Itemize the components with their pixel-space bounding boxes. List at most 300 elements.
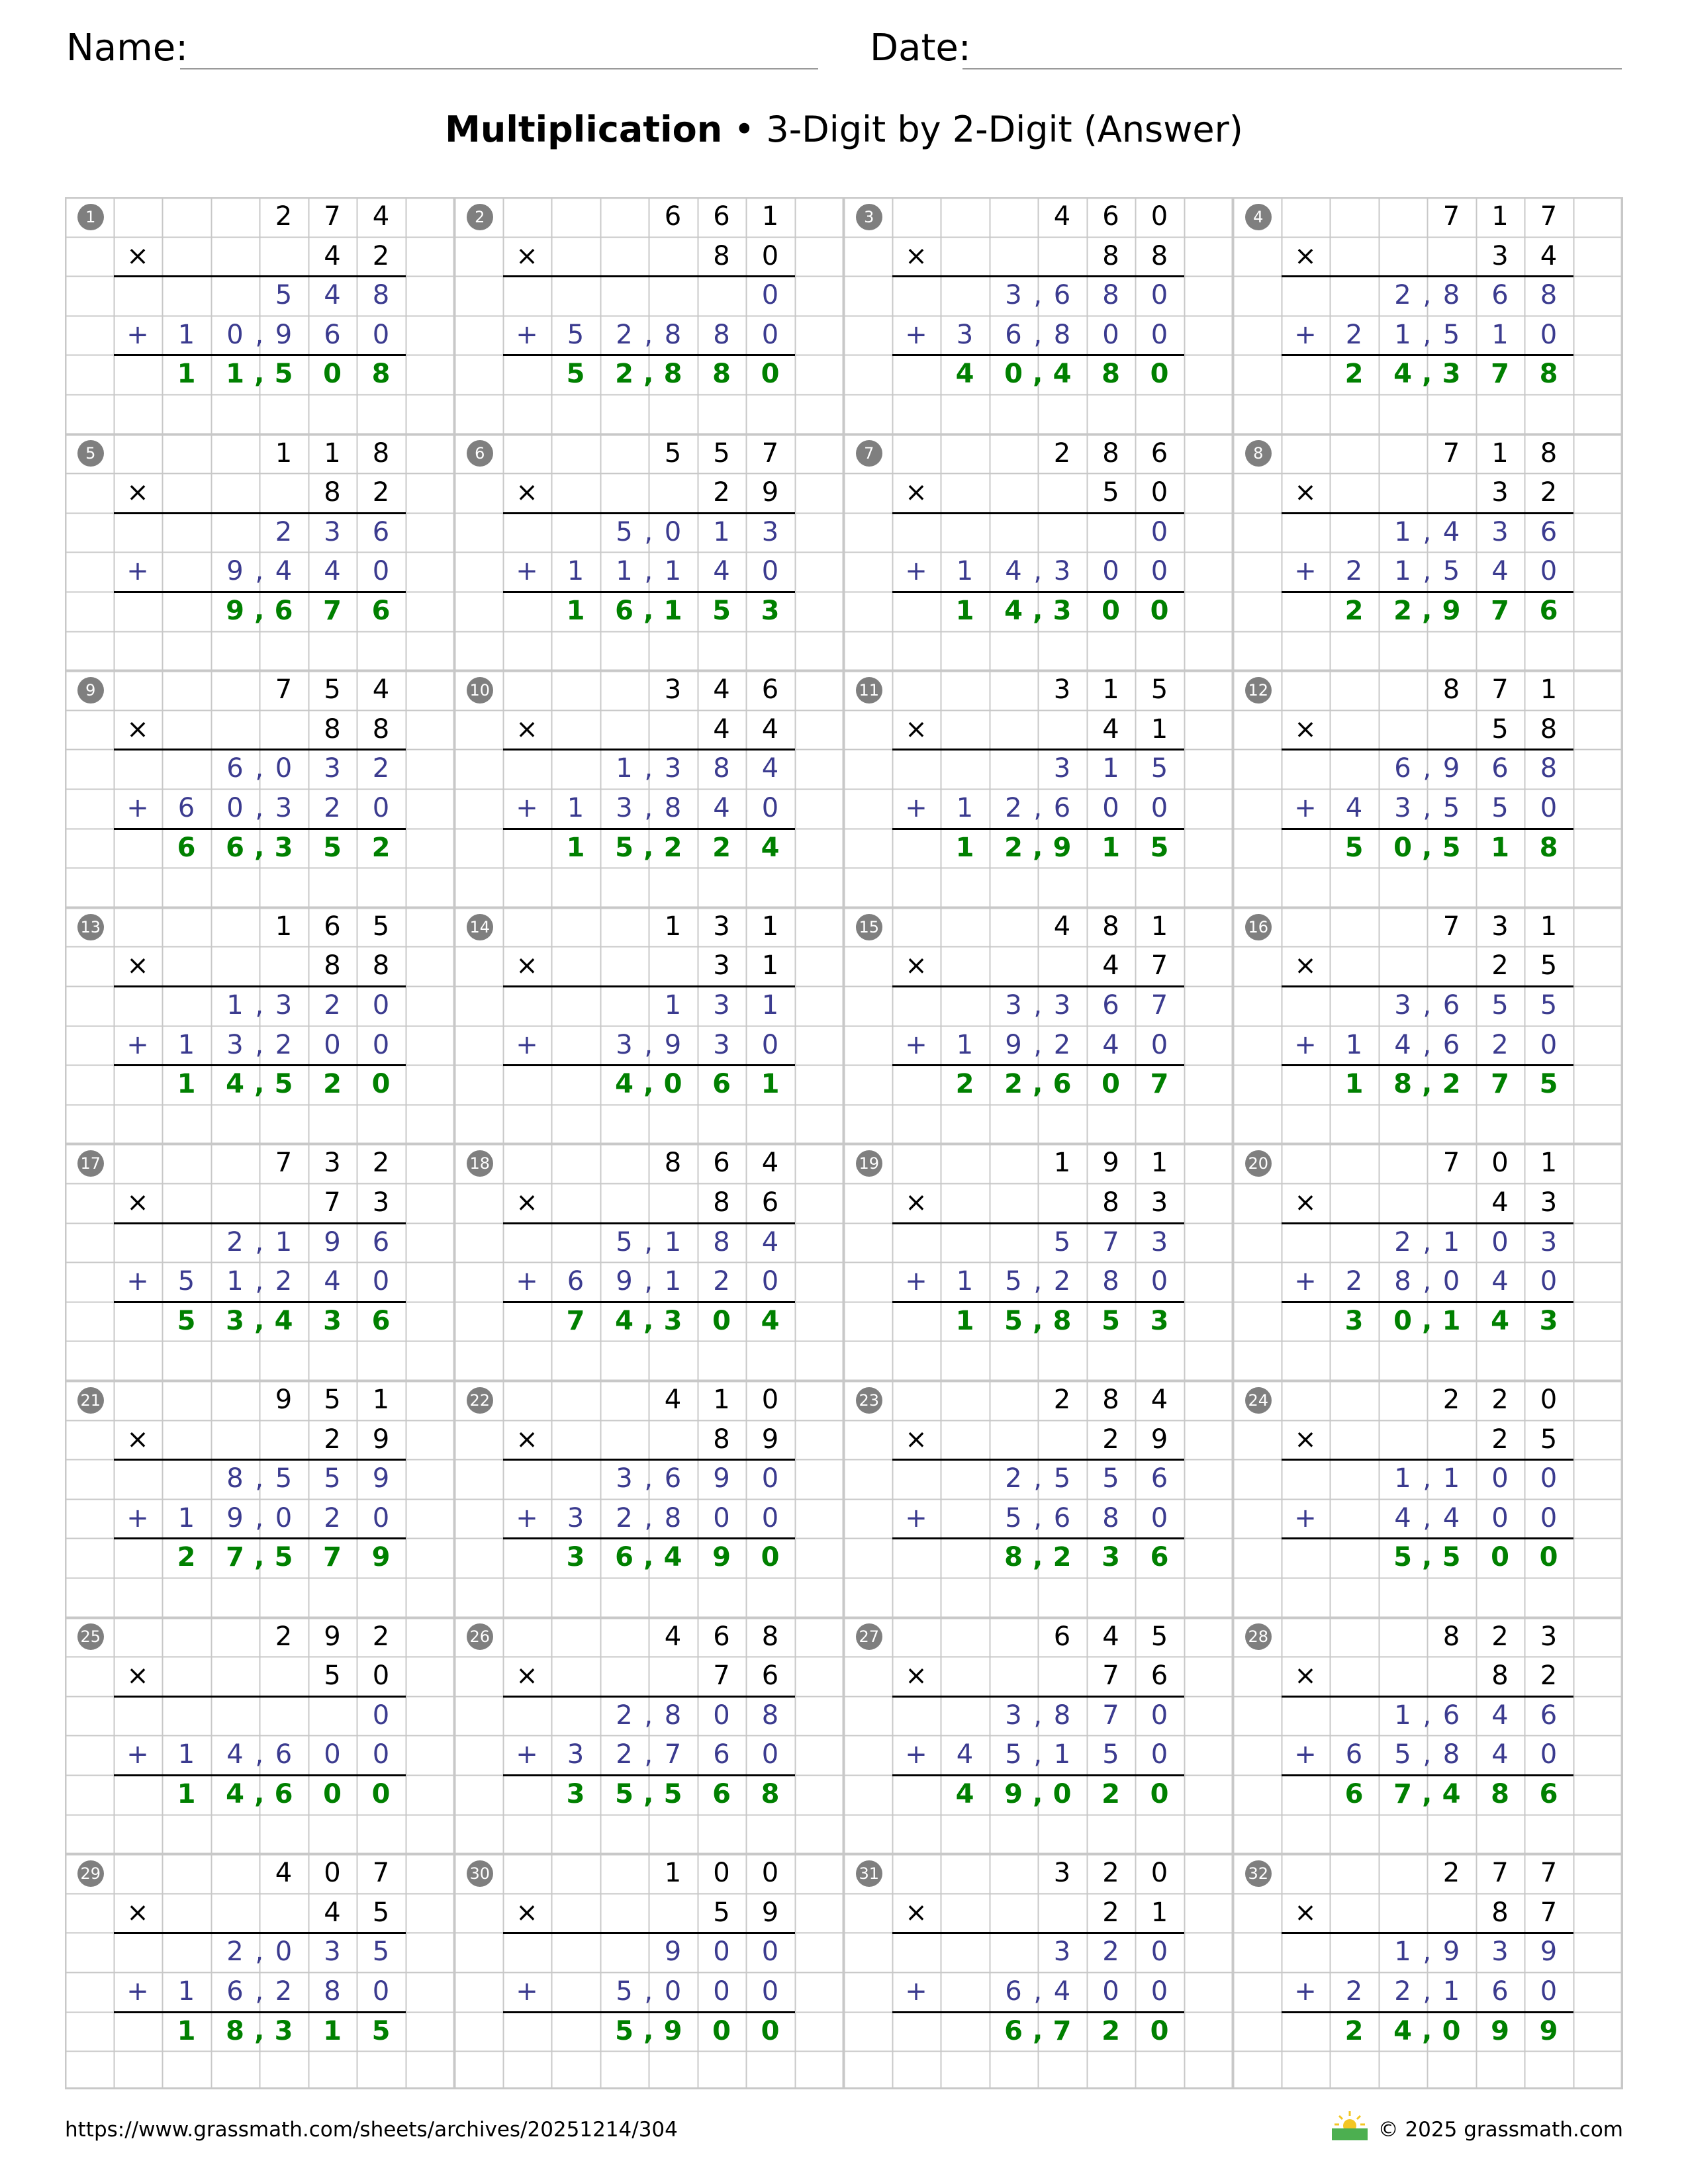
- multiplicand-digit: 1: [761, 911, 779, 942]
- partial-product-2-digit: 1: [226, 1266, 244, 1297]
- partial-product-1-digit: 3: [1005, 989, 1022, 1021]
- partial-product-2-digit: 4: [713, 556, 730, 587]
- thousands-comma: ,: [255, 753, 264, 784]
- partial-product-2-digit: 2: [1005, 792, 1022, 823]
- thousands-comma: ,: [1423, 753, 1432, 784]
- partial-product-2-digit: 4: [324, 556, 341, 587]
- answer-digit: 6: [615, 1542, 633, 1573]
- multiplicand-digit: 7: [275, 674, 293, 705]
- partial-product-1-digit: 5: [1150, 753, 1168, 784]
- partial-product-1-digit: 0: [1150, 280, 1168, 311]
- multiplicand-digit: 0: [713, 1858, 730, 1889]
- answer-digit: 3: [274, 832, 293, 863]
- multiplicand-digit: 7: [1442, 911, 1460, 942]
- answer-digit: 4: [1491, 1305, 1509, 1336]
- partial-product-2-digit: 3: [1394, 792, 1411, 823]
- answer-digit: 2: [177, 1542, 196, 1573]
- sum-rule: [114, 1537, 406, 1539]
- thousands-comma: ,: [1033, 2015, 1043, 2046]
- partial-product-1-digit: 7: [1102, 1226, 1119, 1257]
- answer-digit: 5: [1004, 1305, 1023, 1336]
- answer-digit: 6: [712, 1069, 731, 1100]
- partial-product-2-digit: 3: [713, 1029, 730, 1060]
- thousands-comma: ,: [1423, 1266, 1432, 1297]
- title-main: Multiplication: [445, 109, 723, 150]
- partial-product-2-digit: 0: [1150, 1502, 1168, 1533]
- multiplicand-digit: 6: [761, 674, 779, 705]
- multiplier-digit: 2: [1540, 477, 1558, 508]
- answer-digit: 7: [226, 1542, 244, 1573]
- multiplier-digit: 4: [1540, 240, 1558, 271]
- thousands-comma: ,: [255, 1226, 264, 1257]
- partial-product-2-digit: 1: [956, 556, 974, 587]
- thousands-comma: ,: [1033, 1778, 1043, 1809]
- date-label: Date:: [870, 26, 971, 69]
- multiplier-digit: 3: [1491, 240, 1509, 271]
- partial-product-2-digit: 0: [372, 1739, 390, 1770]
- multiplier-digit: 2: [1540, 1661, 1558, 1692]
- multiplier-digit: 5: [324, 1661, 341, 1692]
- partial-product-2-digit: 6: [177, 792, 195, 823]
- times-sign: ×: [1294, 1424, 1317, 1455]
- partial-product-2-digit: 0: [1150, 556, 1168, 587]
- times-sign: ×: [905, 477, 927, 508]
- partial-product-1-digit: 9: [1442, 1936, 1460, 1968]
- partial-product-2-digit: 1: [177, 1502, 195, 1533]
- sum-rule: [892, 1301, 1184, 1303]
- partial-product-1-digit: 6: [1540, 516, 1558, 547]
- answer-digit: 5: [712, 595, 731, 626]
- thousands-comma: ,: [1033, 1502, 1043, 1533]
- multiplier-digit: 4: [1102, 950, 1119, 981]
- answer-digit: 1: [761, 1069, 780, 1100]
- answer-digit: 4: [955, 1778, 974, 1809]
- answer-digit: 5: [663, 1778, 682, 1809]
- multiplicand-digit: 1: [324, 437, 341, 469]
- answer-digit: 9: [1442, 595, 1461, 626]
- multiplier-digit: 3: [713, 950, 730, 981]
- times-sign: ×: [516, 1187, 538, 1218]
- multiplier-digit: 8: [372, 950, 390, 981]
- multiplicand-digit: 4: [1150, 1385, 1168, 1415]
- partial-product-1-digit: 4: [761, 753, 779, 784]
- problem-number-badge: 27: [856, 1623, 882, 1650]
- answer-digit: 3: [1053, 595, 1072, 626]
- problem-number-badge: 18: [467, 1150, 493, 1177]
- partial-product-2-digit: 3: [275, 792, 293, 823]
- multiplicand-digit: 5: [324, 1385, 341, 1415]
- multiplicand-digit: 2: [1491, 1385, 1509, 1415]
- multiplicand-digit: 2: [275, 201, 293, 232]
- thousands-comma: ,: [1423, 319, 1432, 350]
- multiplier-digit: 5: [372, 1897, 390, 1928]
- partial-product-2-digit: 0: [1540, 1266, 1558, 1297]
- partial-product-2-digit: 0: [761, 792, 779, 823]
- answer-digit: 0: [761, 359, 780, 390]
- plus-sign: +: [905, 1739, 927, 1770]
- multiply-rule: [503, 1459, 795, 1461]
- partial-product-1-digit: 7: [1102, 1700, 1119, 1731]
- thousands-comma: ,: [1033, 1266, 1043, 1297]
- partial-product-2-digit: 0: [1150, 1266, 1168, 1297]
- partial-product-1-digit: 2: [226, 1226, 244, 1257]
- partial-product-2-digit: 0: [1102, 556, 1119, 587]
- problem-number-badge: 19: [856, 1150, 882, 1177]
- partial-product-1-digit: 8: [713, 753, 730, 784]
- partial-product-1-digit: 8: [1540, 753, 1558, 784]
- times-sign: ×: [905, 1424, 927, 1455]
- answer-digit: 4: [761, 1305, 780, 1336]
- multiplicand-digit: 0: [1150, 201, 1168, 232]
- times-sign: ×: [126, 713, 149, 745]
- answer-digit: 4: [1053, 359, 1072, 390]
- sum-rule: [892, 828, 1184, 830]
- answer-digit: 1: [955, 832, 974, 863]
- partial-product-2-digit: 7: [664, 1739, 682, 1770]
- sum-rule: [503, 1064, 795, 1066]
- multiplicand-digit: 6: [1150, 437, 1168, 469]
- partial-product-2-digit: 0: [713, 1976, 730, 2007]
- partial-product-2-digit: 0: [1540, 1739, 1558, 1770]
- multiplicand-digit: 7: [324, 201, 341, 232]
- partial-product-1-digit: 3: [616, 1463, 633, 1494]
- thousands-comma: ,: [255, 1502, 264, 1533]
- multiplier-digit: 6: [761, 1187, 779, 1218]
- partial-product-2-digit: 4: [1053, 1976, 1071, 2007]
- multiplier-digit: 9: [1150, 1424, 1168, 1455]
- partial-product-2-digit: 4: [1394, 1502, 1411, 1533]
- problem-number-badge: 17: [77, 1150, 104, 1177]
- multiplier-digit: 5: [713, 1897, 730, 1928]
- answer-digit: 0: [712, 1305, 731, 1336]
- problem-number-badge: 3: [856, 204, 882, 230]
- problem-number-badge: 28: [1245, 1623, 1272, 1650]
- partial-product-1-digit: 5: [1053, 1463, 1071, 1494]
- partial-product-2-digit: 8: [664, 319, 682, 350]
- multiplier-digit: 2: [324, 1424, 341, 1455]
- thousands-comma: ,: [644, 1266, 653, 1297]
- partial-product-1-digit: 3: [324, 753, 341, 784]
- partial-product-2-digit: 4: [324, 1266, 341, 1297]
- partial-product-2-digit: 2: [1053, 1266, 1071, 1297]
- thousands-comma: ,: [1423, 792, 1432, 823]
- multiplicand-digit: 2: [1442, 1858, 1460, 1889]
- thousands-comma: ,: [1033, 1976, 1043, 2007]
- partial-product-2-digit: 0: [664, 1976, 682, 2007]
- thousands-comma: ,: [1423, 1739, 1432, 1770]
- multiplicand-digit: 4: [664, 1385, 682, 1415]
- partial-product-2-digit: 0: [1150, 319, 1168, 350]
- thousands-comma: ,: [644, 1226, 653, 1257]
- thousands-comma: ,: [644, 1502, 653, 1533]
- multiplicand-digit: 4: [372, 201, 390, 232]
- answer-digit: 4: [226, 1069, 244, 1100]
- times-sign: ×: [126, 240, 149, 271]
- partial-product-1-digit: 5: [275, 1463, 293, 1494]
- answer-digit: 6: [712, 1778, 731, 1809]
- answer-digit: 0: [1150, 2015, 1169, 2046]
- multiplier-digit: 2: [713, 477, 730, 508]
- multiplicand-digit: 6: [713, 1148, 730, 1179]
- multiplicand-digit: 1: [664, 1858, 682, 1889]
- partial-product-1-digit: 6: [664, 1463, 682, 1494]
- partial-product-1-digit: 8: [1540, 280, 1558, 311]
- thousands-comma: ,: [1423, 516, 1432, 547]
- partial-product-2-digit: 0: [275, 1502, 293, 1533]
- partial-product-1-digit: 0: [1491, 1463, 1509, 1494]
- partial-product-1-digit: 4: [1442, 516, 1460, 547]
- multiply-rule: [503, 1222, 795, 1224]
- partial-product-2-digit: 9: [1005, 1029, 1022, 1060]
- multiplicand-digit: 5: [324, 674, 341, 705]
- thousands-comma: ,: [1033, 595, 1043, 626]
- thousands-comma: ,: [255, 556, 264, 587]
- partial-product-1-digit: 6: [1102, 989, 1119, 1021]
- partial-product-2-digit: 4: [1102, 1029, 1119, 1060]
- multiplicand-digit: 4: [275, 1858, 293, 1889]
- answer-digit: 2: [1344, 2015, 1364, 2046]
- sum-rule: [1282, 1537, 1573, 1539]
- multiplier-digit: 7: [1150, 950, 1168, 981]
- partial-product-2-digit: 9: [275, 319, 293, 350]
- sum-rule: [1282, 1064, 1573, 1066]
- times-sign: ×: [905, 713, 927, 745]
- thousands-comma: ,: [255, 1266, 264, 1297]
- sum-rule: [114, 1064, 406, 1066]
- answer-digit: 0: [1053, 1778, 1072, 1809]
- partial-product-1-digit: 0: [275, 1936, 293, 1968]
- partial-product-2-digit: 2: [324, 1502, 341, 1533]
- thousands-comma: ,: [1033, 359, 1043, 390]
- partial-product-1-digit: 3: [1150, 1226, 1168, 1257]
- multiplier-digit: 0: [1150, 477, 1168, 508]
- partial-product-1-digit: 8: [761, 1700, 779, 1731]
- problem-number-badge: 10: [467, 677, 493, 704]
- problem-number-badge: 11: [856, 677, 882, 704]
- partial-product-2-digit: 0: [372, 1502, 390, 1533]
- partial-product-1-digit: 2: [275, 516, 293, 547]
- multiply-rule: [503, 1696, 795, 1698]
- multiplier-digit: 8: [713, 1187, 730, 1218]
- thousands-comma: ,: [644, 1976, 653, 2007]
- answer-digit: 8: [1393, 1069, 1412, 1100]
- partial-product-2-digit: 9: [226, 1502, 244, 1533]
- sum-rule: [892, 591, 1184, 593]
- sum-rule: [1282, 1301, 1573, 1303]
- plus-sign: +: [905, 1502, 927, 1533]
- answer-digit: 3: [1539, 1305, 1558, 1336]
- date-line: [962, 68, 1622, 69]
- multiplier-digit: 8: [713, 240, 730, 271]
- times-sign: ×: [905, 1661, 927, 1692]
- partial-product-2-digit: 1: [177, 1739, 195, 1770]
- partial-product-2-digit: 2: [275, 1029, 293, 1060]
- partial-product-2-digit: 2: [275, 1976, 293, 2007]
- sum-rule: [114, 828, 406, 830]
- thousands-comma: ,: [255, 1739, 264, 1770]
- plus-sign: +: [1294, 1502, 1317, 1533]
- multiply-rule: [503, 749, 795, 751]
- multiplicand-digit: 6: [713, 201, 730, 232]
- multiplicand-digit: 1: [275, 911, 293, 942]
- partial-product-2-digit: 0: [226, 319, 244, 350]
- partial-product-2-digit: 5: [616, 1976, 633, 2007]
- answer-digit: 9: [226, 595, 244, 626]
- partial-product-1-digit: 1: [1442, 1226, 1460, 1257]
- plus-sign: +: [126, 1976, 149, 2007]
- plus-sign: +: [126, 792, 149, 823]
- multiply-rule: [1282, 1696, 1573, 1698]
- partial-product-1-digit: 9: [713, 1463, 730, 1494]
- thousands-comma: ,: [644, 556, 653, 587]
- sum-rule: [1282, 354, 1573, 356]
- partial-product-2-digit: 1: [177, 1029, 195, 1060]
- thousands-comma: ,: [643, 1069, 654, 1100]
- multiplier-digit: 2: [372, 477, 390, 508]
- problem-number-badge: 32: [1245, 1860, 1272, 1887]
- times-sign: ×: [126, 477, 149, 508]
- times-sign: ×: [516, 1424, 538, 1455]
- footer-copyright: © 2025 grassmath.com: [1378, 2118, 1623, 2142]
- sum-rule: [1282, 591, 1573, 593]
- multiply-rule: [503, 1932, 795, 1934]
- partial-product-2-digit: 4: [1491, 556, 1509, 587]
- answer-digit: 6: [371, 595, 391, 626]
- partial-product-2-digit: 0: [1540, 792, 1558, 823]
- answer-digit: 3: [566, 1542, 585, 1573]
- plus-sign: +: [516, 1976, 538, 2007]
- answer-digit: 0: [712, 2015, 731, 2046]
- answer-digit: 2: [615, 359, 633, 390]
- partial-product-1-digit: 5: [275, 280, 293, 311]
- answer-digit: 0: [371, 1069, 391, 1100]
- multiplier-digit: 7: [324, 1187, 341, 1218]
- partial-product-1-digit: 8: [1442, 280, 1460, 311]
- multiplicand-digit: 7: [1491, 674, 1509, 705]
- partial-product-1-digit: 2: [1394, 1226, 1411, 1257]
- partial-product-2-digit: 2: [713, 1266, 730, 1297]
- partial-product-1-digit: 2: [1394, 280, 1411, 311]
- partial-product-1-digit: 3: [1491, 516, 1509, 547]
- partial-product-2-digit: 0: [1150, 792, 1168, 823]
- multiplier-digit: 7: [1102, 1661, 1119, 1692]
- answer-digit: 1: [177, 1069, 196, 1100]
- multiply-rule: [892, 275, 1184, 277]
- thousands-comma: ,: [255, 1029, 264, 1060]
- partial-product-2-digit: 2: [1345, 556, 1363, 587]
- partial-product-2-digit: 0: [1540, 1029, 1558, 1060]
- answer-digit: 4: [1393, 2015, 1412, 2046]
- answer-digit: 7: [323, 1542, 342, 1573]
- name-label: Name:: [66, 26, 189, 69]
- partial-product-1-digit: 0: [761, 1463, 779, 1494]
- times-sign: ×: [1294, 477, 1317, 508]
- multiplicand-digit: 5: [664, 437, 682, 469]
- answer-digit: 8: [712, 359, 731, 390]
- plus-sign: +: [905, 556, 927, 587]
- answer-digit: 1: [177, 359, 196, 390]
- multiplier-digit: 3: [1491, 477, 1509, 508]
- answer-digit: 5: [615, 2015, 633, 2046]
- multiplicand-digit: 6: [324, 911, 341, 942]
- multiplicand-digit: 8: [372, 437, 390, 469]
- answer-digit: 3: [1150, 1305, 1169, 1336]
- multiplier-digit: 8: [1150, 240, 1168, 271]
- partial-product-2-digit: 5: [1442, 556, 1460, 587]
- partial-product-2-digit: 1: [956, 792, 974, 823]
- multiplicand-digit: 5: [372, 911, 390, 942]
- partial-product-1-digit: 6: [1491, 280, 1509, 311]
- partial-product-2-digit: 1: [1345, 1029, 1363, 1060]
- multiplicand-digit: 7: [1540, 201, 1558, 232]
- answer-digit: 1: [566, 832, 585, 863]
- plus-sign: +: [516, 1739, 538, 1770]
- partial-product-2-digit: 0: [761, 1739, 779, 1770]
- partial-product-2-digit: 4: [1491, 1266, 1509, 1297]
- answer-digit: 1: [323, 2015, 342, 2046]
- multiplicand-digit: 1: [275, 437, 293, 469]
- answer-digit: 1: [955, 1305, 974, 1336]
- answer-digit: 4: [226, 1778, 244, 1809]
- answer-digit: 5: [371, 2015, 391, 2046]
- multiplicand-digit: 3: [1053, 674, 1071, 705]
- thousands-comma: ,: [644, 1700, 653, 1731]
- thousands-comma: ,: [254, 359, 265, 390]
- answer-digit: 9: [1053, 832, 1072, 863]
- multiplicand-digit: 5: [1150, 1621, 1168, 1652]
- partial-product-1-digit: 1: [664, 1226, 682, 1257]
- plus-sign: +: [126, 319, 149, 350]
- partial-product-2-digit: 6: [567, 1266, 585, 1297]
- answer-digit: 0: [1102, 595, 1120, 626]
- answer-digit: 8: [663, 359, 682, 390]
- partial-product-2-digit: 9: [664, 1029, 682, 1060]
- multiplier-digit: 1: [1150, 713, 1168, 745]
- answer-digit: 9: [1491, 2015, 1509, 2046]
- answer-digit: 2: [1442, 1069, 1461, 1100]
- answer-digit: 1: [177, 1778, 196, 1809]
- partial-product-2-digit: 0: [1150, 1029, 1168, 1060]
- partial-product-1-digit: 6: [372, 1226, 390, 1257]
- multiply-rule: [1282, 985, 1573, 987]
- partial-product-1-digit: 2: [1005, 1463, 1022, 1494]
- multiply-rule: [1282, 749, 1573, 751]
- thousands-comma: ,: [644, 1029, 653, 1060]
- multiplicand-digit: 8: [1442, 1621, 1460, 1652]
- answer-digit: 6: [1539, 1778, 1558, 1809]
- multiplier-digit: 4: [324, 240, 341, 271]
- answer-digit: 0: [1150, 359, 1169, 390]
- problem-number-badge: 23: [856, 1387, 882, 1414]
- answer-digit: 6: [226, 832, 244, 863]
- answer-digit: 9: [712, 1542, 731, 1573]
- answer-digit: 8: [1539, 832, 1558, 863]
- multiplicand-digit: 6: [713, 1621, 730, 1652]
- multiplier-digit: 0: [761, 240, 779, 271]
- partial-product-2-digit: 5: [1394, 1739, 1411, 1770]
- multiplicand-digit: 8: [664, 1148, 682, 1179]
- answer-digit: 2: [1004, 832, 1023, 863]
- partial-product-2-digit: 1: [1491, 319, 1509, 350]
- times-sign: ×: [516, 240, 538, 271]
- partial-product-1-digit: 1: [761, 989, 779, 1021]
- partial-product-1-digit: 4: [761, 1226, 779, 1257]
- multiplicand-digit: 7: [761, 437, 779, 469]
- multiplier-digit: 9: [761, 1897, 779, 1928]
- multiplier-digit: 7: [713, 1661, 730, 1692]
- sum-rule: [1282, 2011, 1573, 2013]
- multiplicand-digit: 4: [761, 1148, 779, 1179]
